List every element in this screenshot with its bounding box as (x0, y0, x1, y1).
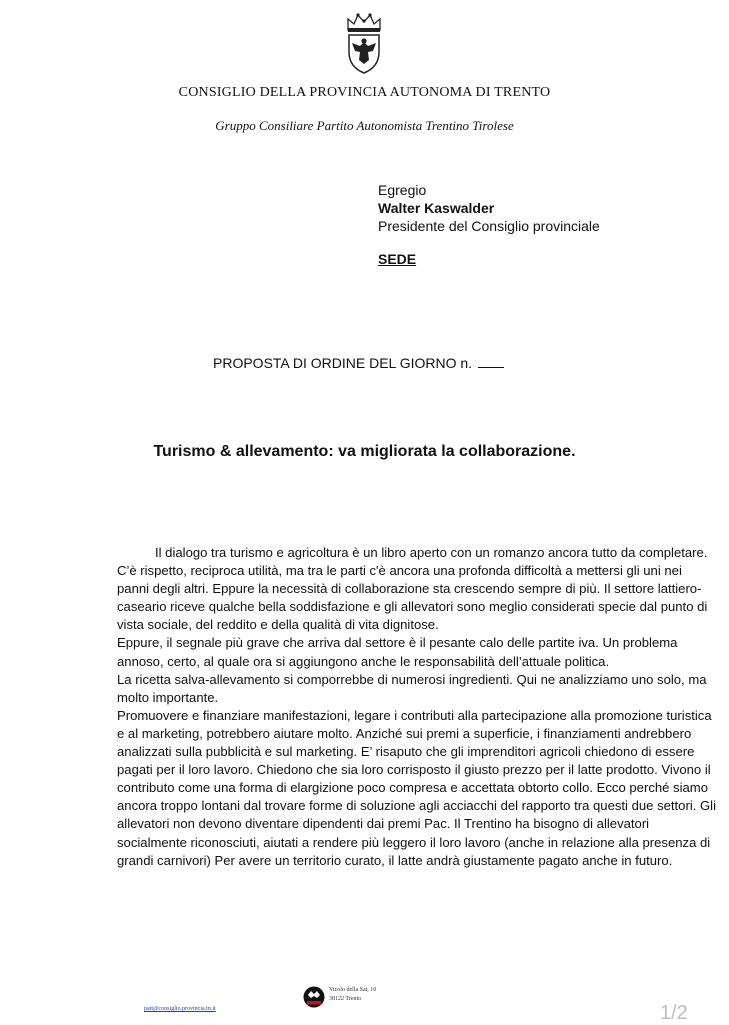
coat-of-arms-crest-icon (345, 12, 383, 74)
addressee-name: Walter Kaswalder (378, 200, 495, 216)
proposal-number-blank (478, 355, 504, 368)
council-name: CONSIGLIO DELLA PROVINCIA AUTONOMA DI TRENTO (178, 85, 551, 100)
group-name: Gruppo Consiliare Partito Autonomista Trentino Tirolese (215, 118, 514, 133)
party-logo-icon (303, 986, 325, 1008)
body-paragraph: Eppure, il segnale più grave che arriva dal settore è il pesante calo delle partite iva. Un problema annoso, certo, al quale ora si aggiungono anche le responsabilità dell’attuale politica. (117, 635, 678, 669)
page-indicator: 1/2 (660, 1002, 688, 1024)
addressee-location: SEDE (378, 251, 417, 267)
footer-address-line: 38122 Trento (329, 996, 362, 1002)
footer-email-link[interactable]: patt@consiglio.provincia.tn.it (144, 1006, 216, 1012)
addressee-block (378, 181, 600, 268)
addressee-greeting: Egregio (378, 182, 427, 198)
body-paragraph: La ricetta salva-allevamento si comporrebbe di numerosi ingredienti. Qui ne analizziamo uno solo, ma molto importante. (117, 671, 707, 705)
proposal-label: PROPOSTA DI ORDINE DEL GIORNO n. (213, 355, 473, 371)
body-paragraph: Il dialogo tra turismo e agricoltura è un libro aperto con un romanzo ancora tutto da completare. C’è rispetto, reciproca utilità, ma tra le parti c'è ancora una profonda difficoltà a mettersi gli uni nei panni degli altri. Eppure la necessità di collaborazione sta crescendo sempre di più. Il settore lattiero-caseario riceve qualche bella soddisfazione e gli allevatori sono meglio considerati specie dal punto di vista sociale, del reddito e della qualità di vita dignitose. (117, 545, 708, 633)
footer-address (329, 986, 376, 1004)
footer-address-line: Vicolo della Sat, 10 (329, 987, 377, 993)
body-paragraph: Promuovere e finanziare manifestazioni, legare i contributi alla partecipazione alla promozione turistica e al marketing, potrebbero aiutare molto. Anziché sui premi a superficie, i finanziamenti andrebbero analizzati sulla pubblicità e sul marketing. E’ risaputo che gli imprenditori agricoli chiedono di essere pagati per il loro lavoro. Chiedono che sia loro corrisposto il giusto prezzo per il latte prodotto. Vivono il contributo come una forma di elargizione poco compresa e accettata obtorto collo. Ecco perché siamo ancora troppo lontani dal trovare forme di soluzione agli acciacchi del rapporto tra questi due settori. Gli allevatori non devono diventare dipendenti dai premi Pac. Il Trentino ha bisogno di allevatori socialmente riconosciuti, aiutati a rendere più leggero il loro lavoro (anche in relazione alla presenza di grandi carnivori) Per avere un territorio curato, il latte andrà giustamente pagato anche in futuro. (117, 707, 717, 868)
proposal-heading (213, 355, 504, 371)
document-title: Turismo & allevamento: va migliorata la collaborazione. (153, 443, 576, 460)
addressee-role: Presidente del Consiglio provinciale (378, 218, 600, 234)
body-text (117, 544, 717, 870)
